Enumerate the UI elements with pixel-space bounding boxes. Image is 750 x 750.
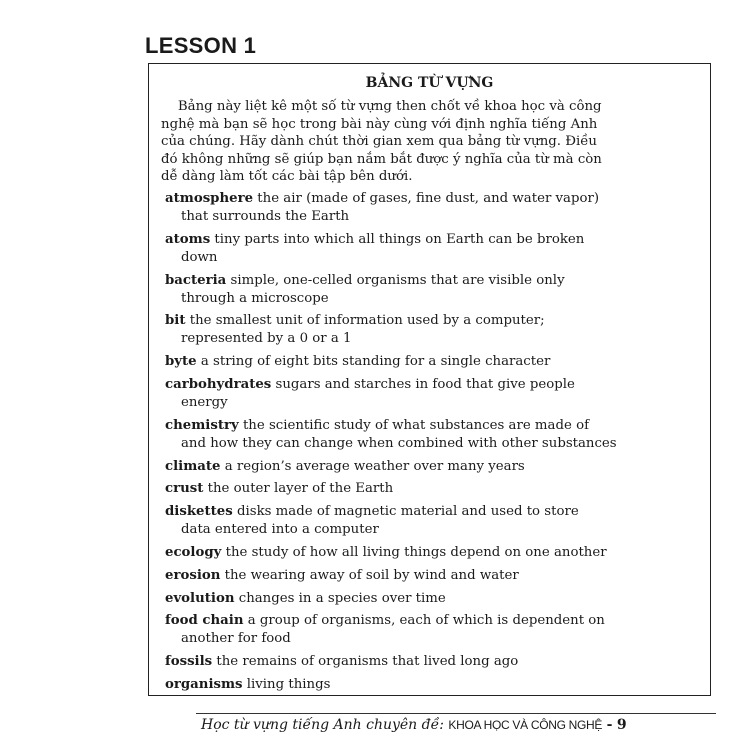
entry-term: byte [165,354,197,370]
entry-definition: disks made of magnetic material and used to store data entered into a computer [181,504,579,538]
entry-term: organisms [165,676,243,692]
box-title: BẢNG TỪ VỰNG [365,75,494,91]
entry-definition: a group of organisms, each of which is dependent on another for food [181,613,605,647]
entry-term: atmosphere [165,191,254,206]
vocabulary-entry [165,190,710,226]
lesson-heading: LESSON 1 [145,33,257,58]
entry-definition: the smallest unit of information used by a computer; represented by a 0 or a 1 [181,313,545,347]
entry-term: food chain [165,613,244,629]
page-footer [201,717,627,733]
intro-paragraph: Bảng này liệt kê một số từ vựng then chốt về khoa học và công nghệ mà bạn sẽ học trong bài này cùng với định nghĩa tiếng Anh của chúng. Hãy dành chút thời gian xem qua bảng từ vựng. Điều đó không những sẽ giúp bạn nắm bắt được ý nghĩa của từ mà còn dễ dàng làm tốt các bài tập bên dưới. [161,99,602,184]
vocabulary-entry [165,544,710,562]
entry-term: ecology [165,544,222,560]
entry-term: climate [165,458,221,474]
footer-series: Học từ vựng tiếng Anh chuyên đề: [201,717,444,733]
footer-topic: KHOA HỌC VÀ CÔNG NGHỆ [448,718,603,732]
entry-definition: tiny parts into which all things on Earth can be broken down [181,231,585,265]
vocabulary-entry [165,503,710,539]
entry-term: evolution [165,590,235,606]
entry-definition: the wearing away of soil by wind and water [220,567,519,583]
entry-definition: the air (made of gases, fine dust, and water vapor) that surrounds the Earth [181,191,600,224]
entry-term: atoms [165,231,211,247]
footer-separator: - [606,717,613,733]
vocabulary-entry [165,676,710,694]
vocabulary-entry [165,480,710,498]
entry-definition: the study of how all living things depend on one another [221,544,607,560]
vocabulary-entry [165,231,710,267]
vocabulary-entry [165,612,710,648]
entry-term: crust [165,481,204,497]
entry-definition: living things [242,676,331,692]
entry-definition: sugars and starches in food that give people energy [181,376,575,410]
entry-term: diskettes [165,504,233,520]
vocabulary-entry [165,312,710,348]
entry-definition: the remains of organisms that lived long ago [212,654,519,670]
vocabulary-entry [165,376,710,412]
entry-definition: a region’s average weather over many years [220,458,525,474]
vocabulary-entry [165,567,710,585]
vocabulary-entry [165,590,710,608]
entry-term: bit [165,313,186,329]
entry-definition: the scientific study of what substances are made of and how they can change when combined with other substances [181,417,617,451]
entry-term: fossils [165,654,213,670]
entry-definition: simple, one-celled organisms that are visible only through a microscope [181,272,565,306]
entry-term: erosion [165,567,221,583]
vocabulary-entry [165,272,710,308]
vocabulary-entry [165,417,710,453]
vocabulary-entry [165,653,710,671]
vocabulary-entry [165,353,710,371]
footer-divider [196,713,716,714]
entry-definition: the outer layer of the Earth [203,481,394,497]
entry-term: bacteria [165,272,227,288]
entry-definition: changes in a species over time [234,590,446,606]
entry-term: chemistry [165,417,239,433]
vocabulary-list [165,190,710,699]
vocabulary-box [148,63,711,696]
entry-definition: a string of eight bits standing for a single character [196,354,551,370]
vocabulary-entry [165,458,710,476]
entry-term: carbohydrates [165,376,272,392]
page-number: 9 [616,717,627,733]
